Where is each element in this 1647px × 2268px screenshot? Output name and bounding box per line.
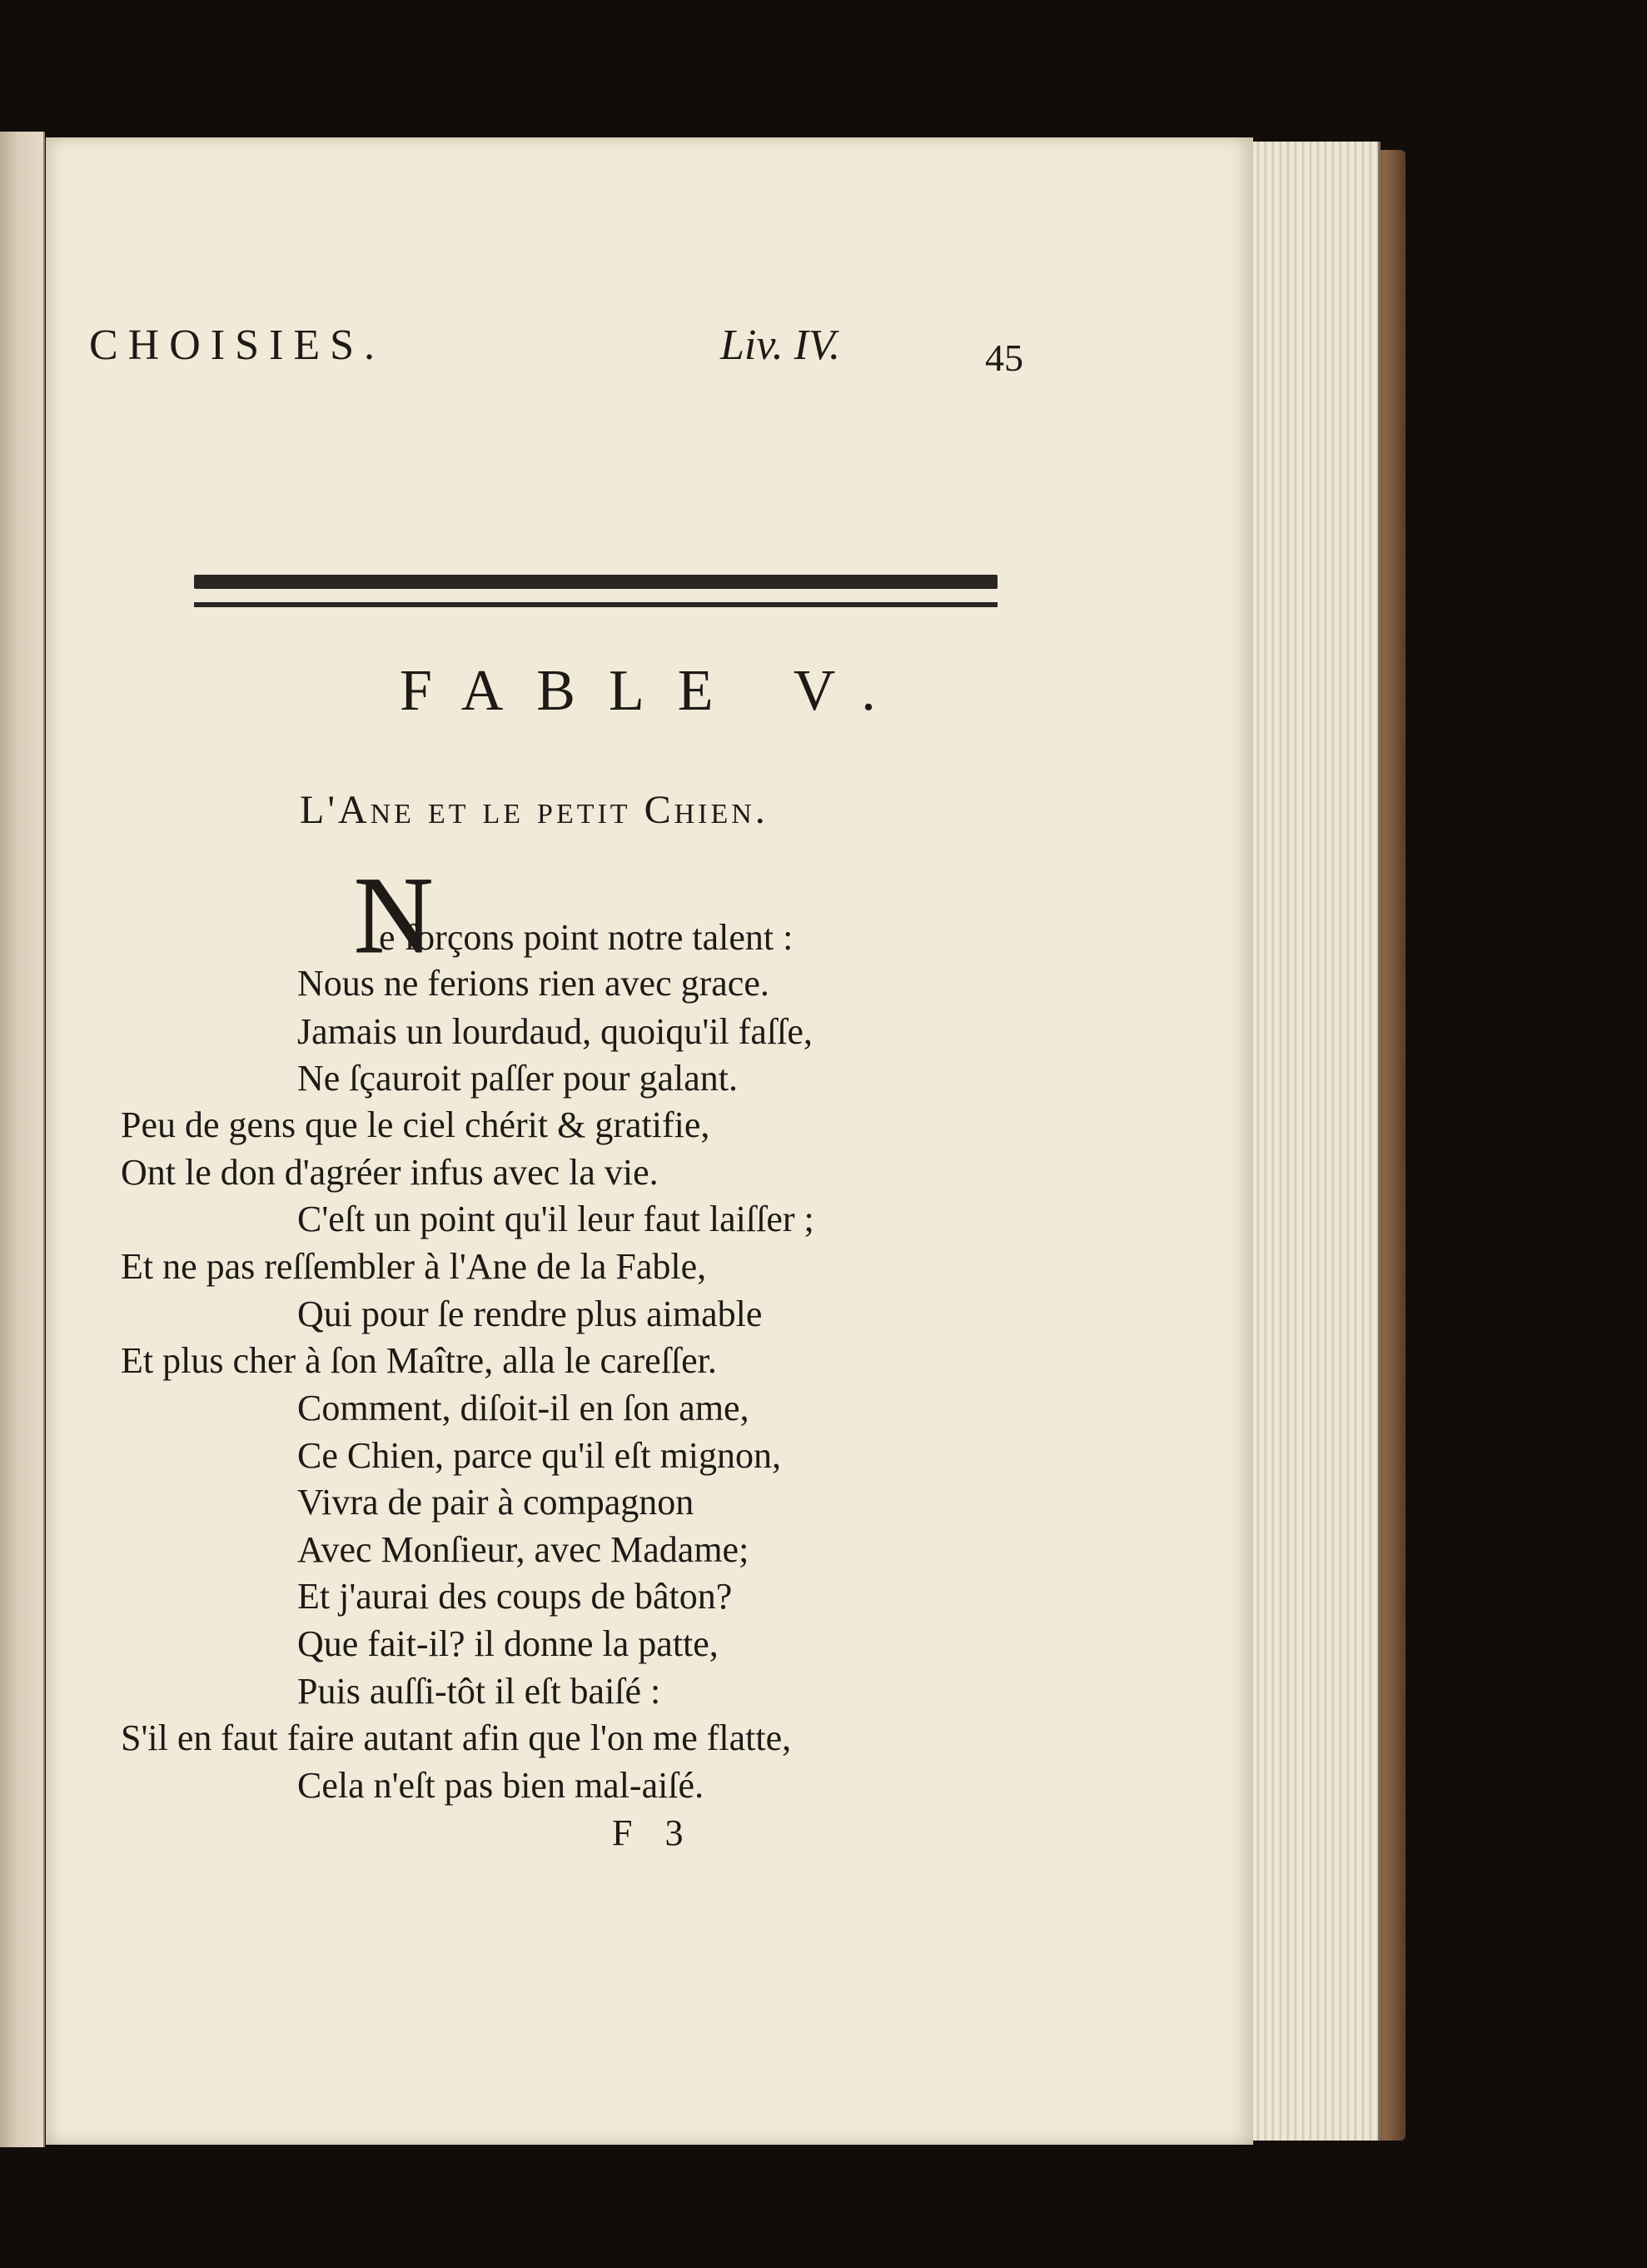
verse-line: Et ne pas reſſembler à l'Ane de la Fable, — [121, 1246, 707, 1287]
book-page — [46, 137, 1253, 2145]
verse-line: Que fait-il? il donne la patte, — [297, 1623, 719, 1664]
verse-line: Avec Monſieur, avec Madame; — [297, 1529, 749, 1570]
verse-line: Ne ſçauroit paſſer pour galant. — [297, 1058, 739, 1099]
page-fore-edge — [1245, 142, 1381, 2141]
fable-title: FABLE V. — [400, 659, 909, 723]
verse-line: Vivra de pair à compagnon — [297, 1482, 694, 1523]
verse-line: Et plus cher à ſon Maître, alla le careſſer. — [121, 1340, 717, 1381]
fable-subtitle: L'Ane et le petit Chien. — [300, 788, 769, 832]
drop-cap: N — [354, 854, 434, 976]
signature-mark: F 3 — [612, 1812, 695, 1853]
verse-line: S'il en faut faire autant afin que l'on me flatte, — [121, 1717, 792, 1758]
ornamental-rule-thin — [194, 602, 998, 607]
verse-line: Et j'aurai des coups de bâton? — [297, 1576, 733, 1617]
verse-line: Cela n'eſt pas bien mal-aiſé. — [297, 1765, 704, 1806]
verse-line: Qui pour ſe rendre plus aimable — [297, 1294, 763, 1334]
verse-line: Peu de gens que le ciel chérit & gratifie, — [121, 1104, 710, 1145]
verse-line: Comment, diſoit-il en ſon ame, — [297, 1388, 749, 1428]
verse-line: Nous ne ferions rien avec grace. — [297, 963, 769, 1004]
ornamental-rule-thick — [194, 575, 998, 589]
page-number: 45 — [985, 336, 1023, 379]
running-head-title: CHOISIES. — [89, 322, 386, 369]
verse-line: C'eſt un point qu'il leur faut laiſſer ; — [297, 1199, 814, 1239]
verse-line: Jamais un lourdaud, quoiqu'il faſſe, — [297, 1011, 813, 1052]
verse-line: e forçons point notre talent : — [379, 917, 794, 958]
verse-line: Puis auſſi-tôt il eſt baiſé : — [297, 1671, 661, 1712]
verse-line: Ont le don d'agréer infus avec la vie. — [121, 1152, 659, 1193]
running-head-book: Liv. IV. — [720, 322, 840, 369]
verse-line: Ce Chien, parce qu'il eſt mignon, — [297, 1435, 782, 1476]
previous-page-edge — [0, 132, 45, 2147]
